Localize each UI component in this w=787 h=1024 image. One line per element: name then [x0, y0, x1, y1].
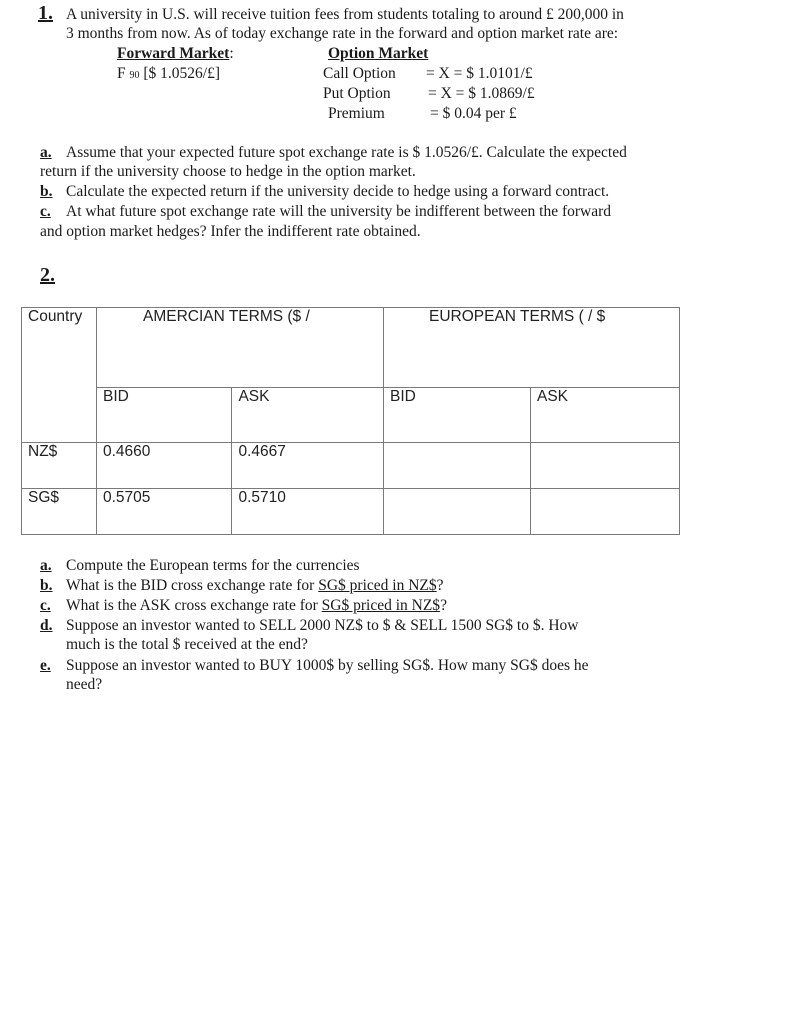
- call-option-value: = X = $ 1.0101/£: [426, 65, 533, 82]
- forward-market-colon: :: [229, 45, 234, 62]
- european-ask-header-cell: [531, 388, 680, 443]
- table-row: [22, 489, 680, 535]
- american-bid-header: BID: [103, 388, 129, 405]
- american-ask-value: 0.5710: [238, 489, 286, 506]
- american-terms-header: AMERCIAN TERMS ($ /: [143, 308, 310, 325]
- q1-part-c-line-2: and option market hedges? Infer the indifferent rate obtained.: [40, 223, 421, 240]
- country-name: SG$: [28, 489, 60, 506]
- q2-part-e-label: e.: [40, 657, 51, 674]
- country-name: NZ$: [28, 443, 58, 460]
- forward-market-label: Forward Market: [117, 45, 230, 62]
- american-ask-header: ASK: [238, 388, 270, 405]
- put-option-value: = X = $ 1.0869/£: [428, 85, 535, 102]
- american-terms-header-cell: [97, 308, 384, 388]
- country-cell: [22, 489, 97, 535]
- forward-market-heading: [117, 44, 234, 64]
- q2-part-a-text: Compute the European terms for the currencies: [66, 557, 360, 574]
- q1-part-c-line-1: At what future spot exchange rate will the university be indifferent between the forward: [66, 203, 612, 220]
- european-ask-header: ASK: [537, 388, 569, 405]
- q1-part-c-label: c.: [40, 203, 51, 220]
- put-option-label: Put Option: [323, 85, 391, 102]
- question-1-line-1: A university in U.S. will receive tuition fees from students totaling to around £ 200,000 in: [66, 6, 624, 23]
- q2-part-d-label: d.: [40, 617, 53, 634]
- american-ask-cell: [232, 443, 384, 489]
- american-ask-value: 0.4667: [238, 443, 286, 460]
- q2-part-b-label: b.: [40, 577, 53, 594]
- q2-part-b-prefix: What is the BID cross exchange rate for: [66, 577, 319, 594]
- q2-part-d-line-1: Suppose an investor wanted to SELL 2000 NZ$ to $ & SELL 1500 SG$ to $. How: [66, 617, 579, 634]
- q1-part-a-label: a.: [40, 144, 52, 161]
- q2-part-c-underlined: SG$ priced in NZ$: [321, 597, 441, 614]
- q2-part-d-line-2: much is the total $ received at the end?: [66, 636, 308, 653]
- european-bid-cell: [384, 489, 531, 535]
- premium-label: Premium: [328, 105, 385, 122]
- q2-part-c-text: [66, 596, 447, 616]
- q2-part-b-text: [66, 576, 444, 596]
- american-bid-value: 0.4660: [103, 443, 151, 460]
- american-ask-cell: [232, 489, 384, 535]
- country-cell: [22, 443, 97, 489]
- q2-part-e-line-2: need?: [66, 676, 103, 693]
- q1-part-b-line-1: Calculate the expected return if the university decide to hedge using a forward contract.: [66, 183, 610, 200]
- q2-part-e-line-1: Suppose an investor wanted to BUY 1000$ by selling SG$. How many SG$ does he: [66, 657, 589, 674]
- american-bid-header-cell: [97, 388, 232, 443]
- exchange-rate-table: [21, 307, 680, 535]
- option-market-label: Option Market: [328, 45, 429, 62]
- american-bid-cell: [97, 443, 232, 489]
- american-ask-header-cell: [232, 388, 384, 443]
- country-header: Country: [28, 308, 83, 325]
- european-bid-cell: [384, 443, 531, 489]
- q1-part-b-label: b.: [40, 183, 53, 200]
- question-1-number: 1.: [38, 2, 53, 24]
- forward-value: [$ 1.0526/£]: [143, 65, 221, 82]
- table-row: [22, 443, 680, 489]
- american-bid-value: 0.5705: [103, 489, 151, 506]
- call-option-label: Call Option: [323, 65, 396, 82]
- european-ask-cell: [531, 443, 680, 489]
- american-bid-cell: [97, 489, 232, 535]
- q2-part-a-label: a.: [40, 557, 52, 574]
- forward-rate: [117, 64, 220, 86]
- q2-part-b-suffix: ?: [436, 577, 444, 594]
- forward-f: F: [117, 65, 126, 82]
- q2-part-b-underlined: SG$ priced in NZ$: [318, 577, 437, 594]
- european-bid-header: BID: [390, 388, 416, 405]
- forward-subscript: 90: [129, 70, 140, 81]
- question-1-line-2: 3 months from now. As of today exchange rate in the forward and option market rate are:: [66, 25, 619, 42]
- country-header-cell: [22, 308, 97, 443]
- european-terms-header-cell: [384, 308, 680, 388]
- q2-part-c-label: c.: [40, 597, 51, 614]
- q2-part-c-suffix: ?: [440, 597, 447, 614]
- european-terms-header: EUROPEAN TERMS ( / $: [429, 308, 606, 325]
- premium-value: = $ 0.04 per £: [430, 105, 517, 122]
- q1-part-a-line-2: return if the university choose to hedge in the option market.: [40, 163, 416, 180]
- q2-part-c-prefix: What is the ASK cross exchange rate for: [66, 597, 322, 614]
- european-ask-cell: [531, 489, 680, 535]
- european-bid-header-cell: [384, 388, 531, 443]
- question-2-number: 2.: [40, 264, 55, 286]
- q1-part-a-line-1: Assume that your expected future spot exchange rate is $ 1.0526/£. Calculate the expected: [66, 144, 627, 161]
